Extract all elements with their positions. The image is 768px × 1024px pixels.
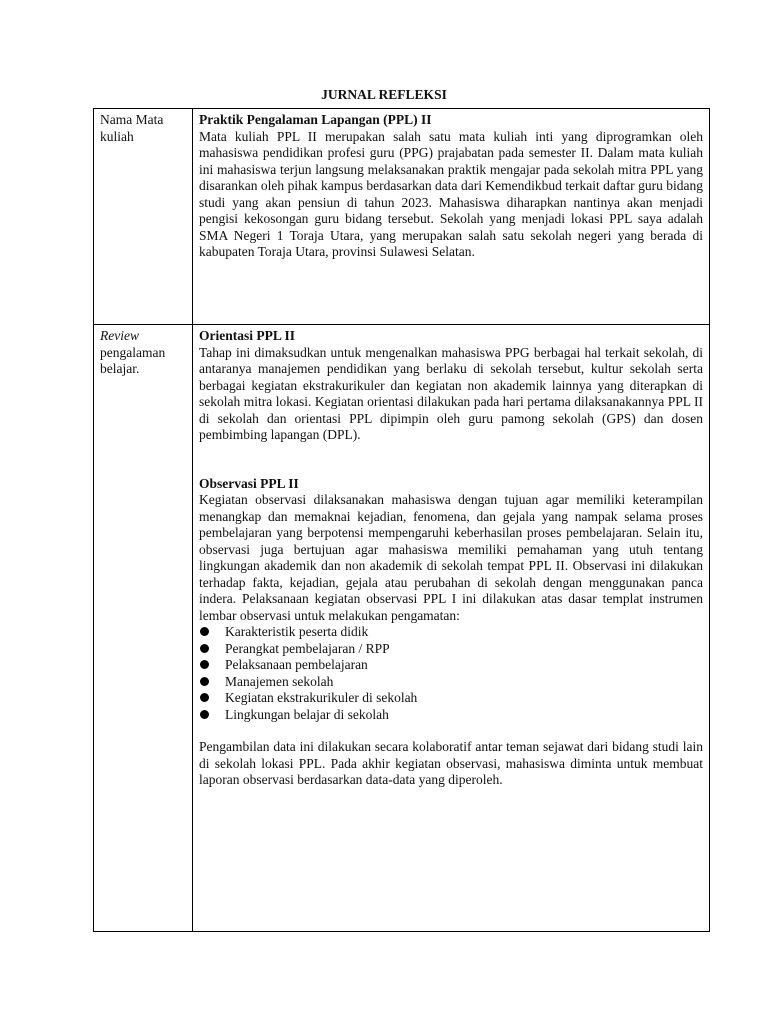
bullet-icon	[200, 644, 209, 653]
observation-paragraph: Kegiatan observasi dilaksanakan mahasiswa dengan tujuan agar memiliki keterampilan menangkap dan memaknai kejadian, fenomena, dan gejala yang nampak selama proses pembelajaran yang berpotensi mempengaruhi keberhasilan proses pembelajaran. Selain itu, observasi juga bertujuan agar mahasiswa memiliki pemahaman yang utuh tentang lingkungan akademik dan non akademik di sekolah tempat PPL II. Observasi ini dilakukan terhadap fakta, kejadian, gejala atau perubahan di sekolah dengan menggunakan panca indera. Pelaksanaan kegiatan observasi PPL I ini dilakukan atas dasar templat instrumen lembar observasi untuk melakukan pengamatan:	[199, 492, 703, 623]
list-item	[199, 707, 703, 724]
list-item-text: Perangkat pembelajaran / RPP	[225, 640, 390, 656]
row-label-cell	[94, 325, 193, 932]
list-item-text: Lingkungan belajar di sekolah	[225, 706, 389, 722]
course-heading: Praktik Pengalaman Lapangan (PPL) II	[199, 112, 432, 127]
list-item	[199, 674, 703, 691]
list-item-text: Karakteristik peserta didik	[225, 624, 369, 639]
bullet-icon	[200, 660, 209, 669]
row-label-line: belajar.	[100, 361, 140, 376]
orientation-heading: Orientasi PPL II	[199, 328, 296, 343]
list-item	[199, 641, 703, 658]
row-label-line: Nama Mata	[100, 112, 164, 127]
document-title: JURNAL REFLEKSI	[321, 87, 447, 102]
list-item	[199, 624, 703, 641]
bullet-icon	[200, 710, 209, 719]
list-item-text: Pelaksanaan pembelajaran	[225, 657, 368, 672]
row-content-cell	[193, 109, 710, 325]
list-item	[199, 657, 703, 674]
table-row	[94, 325, 710, 932]
list-item-text: Manajemen sekolah	[225, 673, 334, 689]
observation-heading: Observasi PPL II	[199, 475, 299, 491]
table-row	[94, 109, 710, 325]
row-content-cell	[193, 325, 710, 932]
row-label-line: pengalaman	[100, 344, 166, 360]
bullet-icon	[200, 677, 209, 686]
section-spacer	[199, 444, 703, 476]
list-item-text: Kegiatan ekstrakurikuler di sekolah	[225, 690, 418, 705]
list-item	[199, 690, 703, 707]
orientation-paragraph: Tahap ini dimaksudkan untuk mengenalkan mahasiswa PPG berbagai hal terkait sekolah, di antaranya manajemen pendidikan yang berlaku di sekolah tersebut, kultur sekolah serta berbagai kegiatan ekstrakurikuler dan kegiatan non akademik lainnya yang diterapkan di sekolah mitra lokasi. Kegiatan orientasi dilakukan pada hari pertama dilaksanakannya PPL II di sekolah dan orientasi PPL dipimpin oleh guru pamong sekolah (GPS) dan dosen pembimbing lapangan (DPL).	[199, 344, 703, 442]
course-description: Mata kuliah PPL II merupakan salah satu mata kuliah inti yang diprogramkan oleh mahasiswa pendidikan profesi guru (PPG) prajabatan pada semester II. Dalam mata kuliah ini mahasiswa terjun langsung melaksanakan praktik mengajar pada sekolah mitra PPL yang disarankan oleh pihak kampus berdasarkan data dari Kemendikbud terkait daftar guru bidang studi yang akan pensiun di tahun 2023. Mahasiswa diharapkan nantinya akan menjadi pengisi kekosongan guru bidang tersebut. Sekolah yang menjadi lokasi PPL saya adalah SMA Negeri 1 Toraja Utara, yang merupakan salah satu sekolah negeri yang berada di kabupaten Toraja Utara, provinsi Sulawesi Selatan.	[199, 128, 703, 259]
row-label-line: kuliah	[100, 128, 134, 144]
closing-paragraph: Pengambilan data ini dilakukan secara kolaboratif antar teman sejawat dari bidang studi lain di sekolah lokasi PPL. Pada akhir kegiatan observasi, mahasiswa diminta untuk membuat laporan observasi berdasarkan data-data yang diperoleh.	[199, 739, 703, 787]
section-spacer	[199, 723, 703, 739]
observation-list	[199, 624, 703, 723]
bullet-icon	[200, 693, 209, 702]
bullet-icon	[200, 627, 209, 636]
row-label-cell	[94, 109, 193, 325]
reflection-table	[93, 108, 710, 932]
row-label-line: Review	[100, 328, 139, 343]
